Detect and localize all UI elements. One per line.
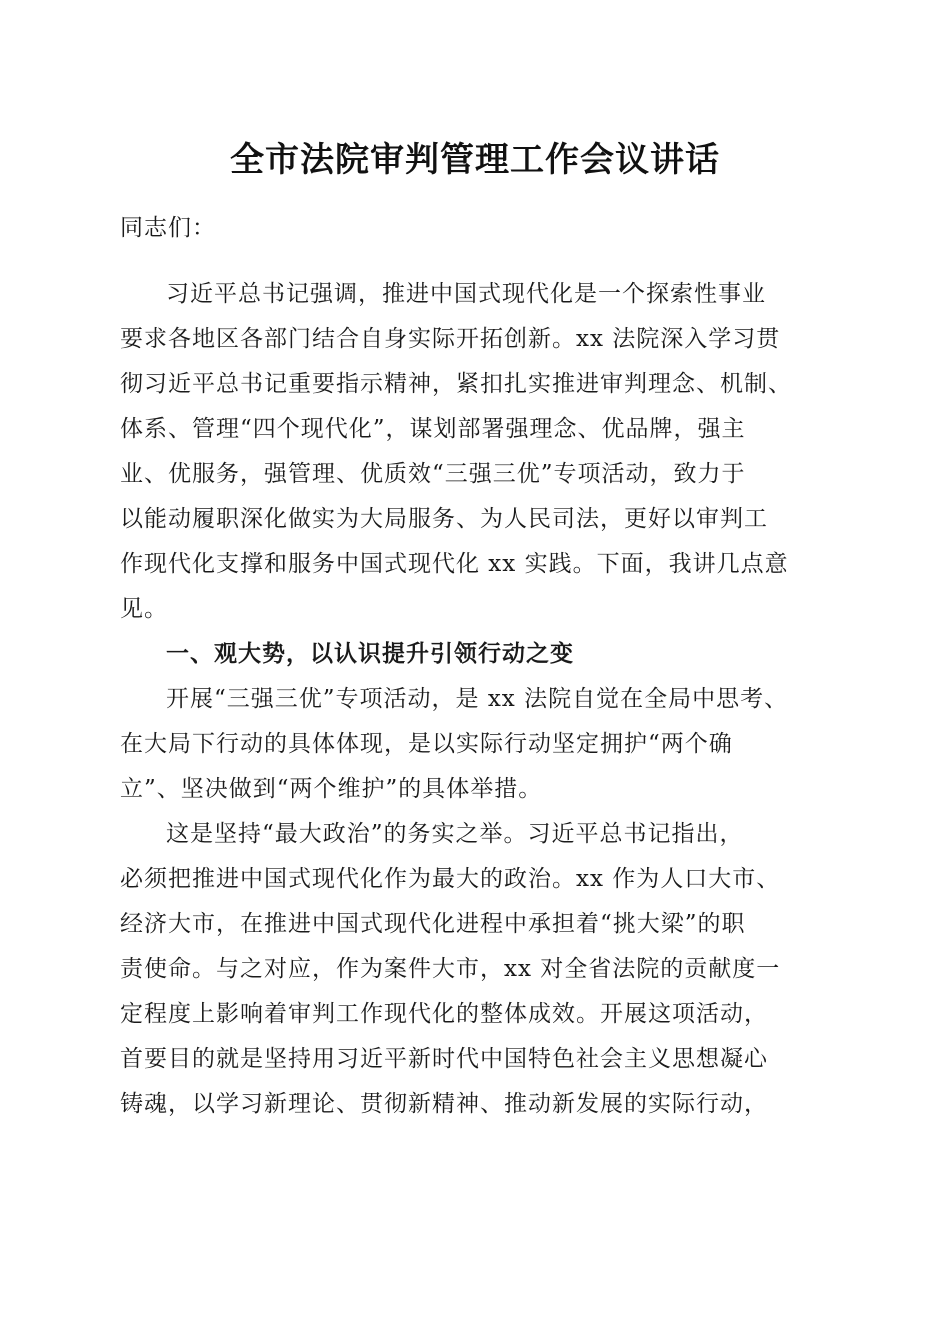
paragraph-line: 业、优服务，强管理、优质效“三强三优”专项活动，致力于 bbox=[120, 461, 746, 487]
paragraph-line: 习近平总书记强调，推进中国式现代化是一个探索性事业 bbox=[166, 281, 766, 307]
paragraph-line: 彻习近平总书记重要指示精神，紧扣扎实推进审判理念、机制、 bbox=[120, 371, 792, 397]
paragraph-line: 要求各地区各部门结合自身实际开拓创新。xx 法院深入学习贯 bbox=[120, 326, 781, 352]
paragraph-line: 开展“三强三优”专项活动，是 xx 法院自觉在全局中思考、 bbox=[166, 686, 789, 712]
paragraph-line: 经济大市，在推进中国式现代化进程中承担着“挑大梁”的职 bbox=[120, 911, 746, 937]
paragraph-line: 在大局下行动的具体体现，是以实际行动坚定拥护“两个确 bbox=[120, 731, 733, 757]
paragraph-line: 见。 bbox=[120, 596, 168, 622]
document-title: 全市法院审判管理工作会议讲话 bbox=[230, 140, 720, 180]
paragraph-line: 以能动履职深化做实为大局服务、为人民司法，更好以审判工 bbox=[120, 506, 768, 532]
paragraph-line: 体系、管理“四个现代化”，谋划部署强理念、优品牌，强主 bbox=[120, 416, 746, 442]
paragraph-line: 铸魂，以学习新理论、贯彻新精神、推动新发展的实际行动， bbox=[120, 1091, 768, 1117]
paragraph-line: 立”、坚决做到“两个维护”的具体举措。 bbox=[120, 776, 543, 802]
salutation: 同志们： bbox=[120, 215, 216, 241]
section-heading: 一、观大势，以认识提升引领行动之变 bbox=[166, 640, 574, 667]
paragraph-line: 定程度上影响着审判工作现代化的整体成效。开展这项活动， bbox=[120, 1001, 768, 1027]
paragraph-line: 必须把推进中国式现代化作为最大的政治。xx 作为人口大市、 bbox=[120, 866, 781, 892]
paragraph-line: 作现代化支撑和服务中国式现代化 xx 实践。下面，我讲几点意 bbox=[120, 551, 789, 577]
paragraph-line: 首要目的就是坚持用习近平新时代中国特色社会主义思想凝心 bbox=[120, 1046, 768, 1072]
paragraph-line: 责使命。与之对应，作为案件大市，xx 对全省法院的贡献度一 bbox=[120, 956, 781, 982]
paragraph-line: 这是坚持“最大政治”的务实之举。习近平总书记指出， bbox=[166, 821, 744, 847]
